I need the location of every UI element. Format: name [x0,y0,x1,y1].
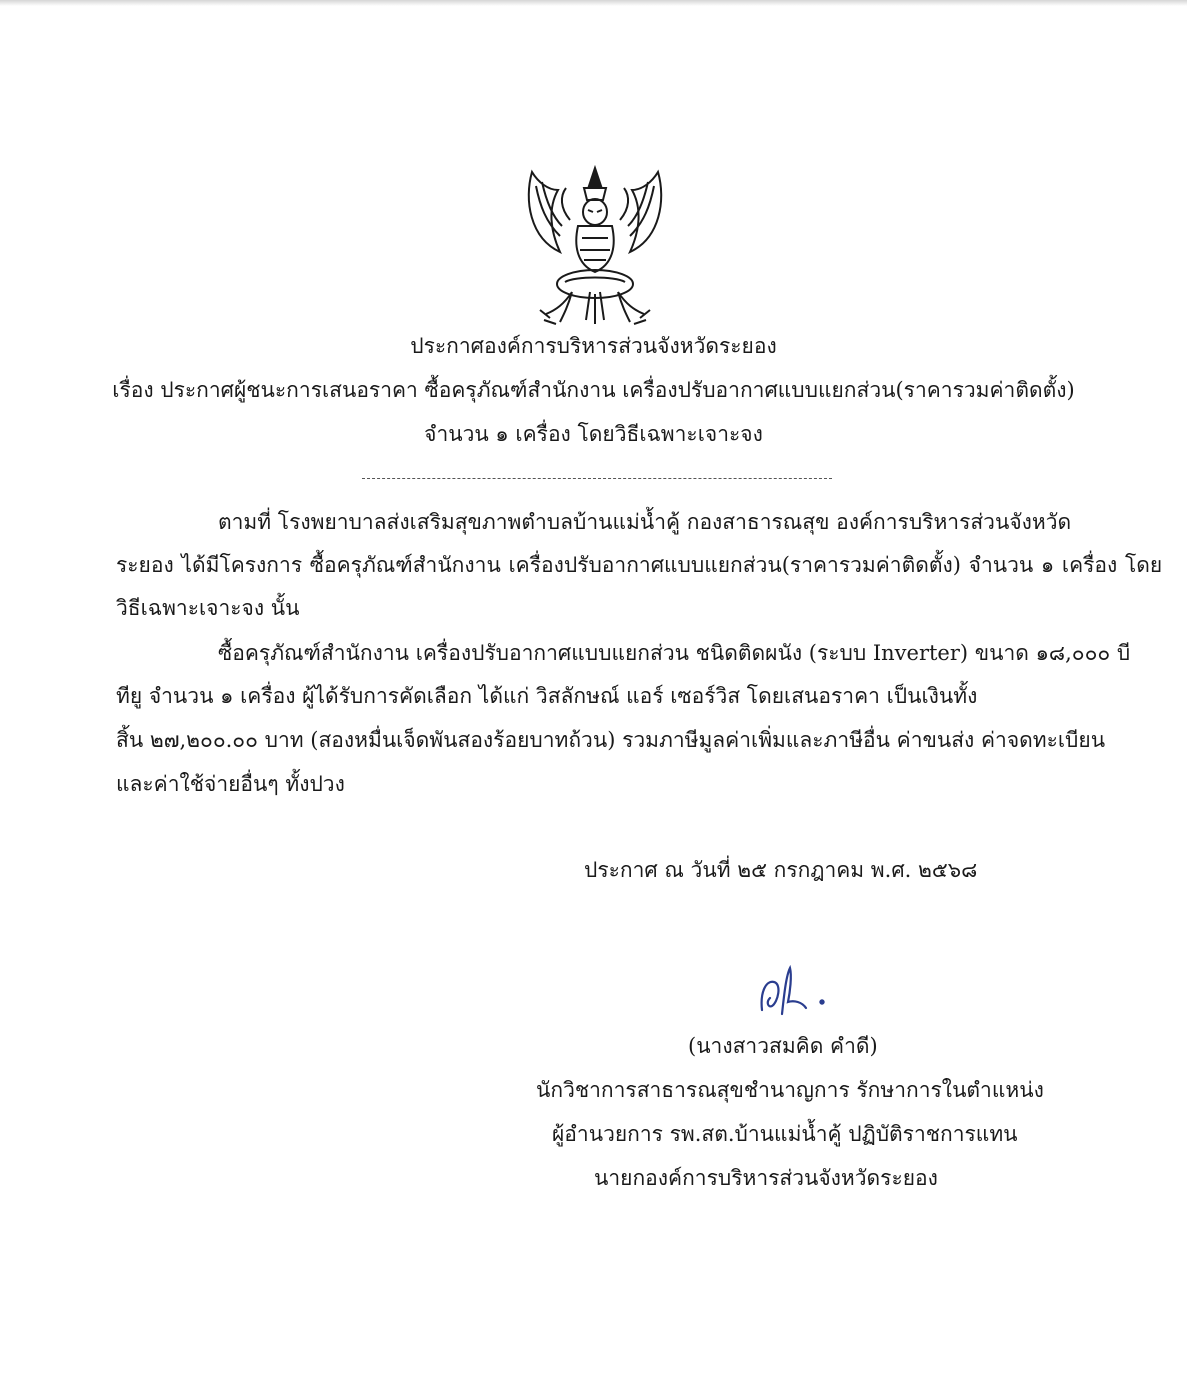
announcement-subject-line2: จำนวน ๑ เครื่อง โดยวิธีเฉพาะเจาะจง [424,422,763,446]
paragraph-2-line-2: ทียู จำนวน ๑ เครื่อง ผู้ได้รับการคัดเลือก ได้แก่ วิสลักษณ์ แอร์ เซอร์วิส โดยเสนอราคา เป็นเงินทั้ง [116,684,978,708]
announcement-date: ประกาศ ณ วันที่ ๒๕ กรกฎาคม พ.ศ. ๒๕๖๘ [584,858,978,882]
paragraph-2-line-1: ซื้อครุภัณฑ์สำนักงาน เครื่องปรับอากาศแบบแยกส่วน ชนิดติดผนัง (ระบบ Inverter) ขนาด ๑๘,๐๐๐ บี [218,641,1131,665]
paragraph-1-line-3: วิธีเฉพาะเจาะจง นั้น [116,596,300,620]
separator-line [362,478,832,479]
garuda-emblem-icon [520,160,670,328]
signatory-position-line-1: นักวิชาการสาธารณสุขชำนาญการ รักษาการในตำแหน่ง [536,1078,1044,1102]
scan-top-edge [0,0,1187,6]
paragraph-2-line-4: และค่าใช้จ่ายอื่นๆ ทั้งปวง [116,772,345,796]
announcement-title: ประกาศองค์การบริหารส่วนจังหวัดระยอง [410,334,777,358]
announcement-subject: เรื่อง ประกาศผู้ชนะการเสนอราคา ซื้อครุภัณฑ์สำนักงาน เครื่องปรับอากาศแบบแยกส่วน(ราคารวมค่าติดตั้ง) [112,378,1075,402]
signatory-name: (นางสาวสมคิด คำดี) [688,1034,878,1058]
signatory-position-line-3: นายกองค์การบริหารส่วนจังหวัดระยอง [594,1166,938,1190]
paragraph-1-line-1: ตามที่ โรงพยาบาลส่งเสริมสุขภาพตำบลบ้านแม่น้ำคู้ กองสาธารณสุข องค์การบริหารส่วนจังหวัด [218,510,1072,534]
paragraph-1-line-2: ระยอง ได้มีโครงการ ซื้อครุภัณฑ์สำนักงาน เครื่องปรับอากาศแบบแยกส่วน(ราคารวมค่าติดตั้ง) จำนวน ๑ เครื่อง โดย [116,553,1163,577]
paragraph-2-line-3: สิ้น ๒๗,๒๐๐.๐๐ บาท (สองหมื่นเจ็ดพันสองร้อยบาทถ้วน) รวมภาษีมูลค่าเพิ่มและภาษีอื่น ค่าขนส่ง ค่าจดทะเบียน [116,728,1106,752]
signatory-position-line-2: ผู้อำนวยการ รพ.สต.บ้านแม่น้ำคู้ ปฏิบัติราชการแทน [552,1122,1018,1146]
handwritten-signature-icon [752,962,842,1020]
